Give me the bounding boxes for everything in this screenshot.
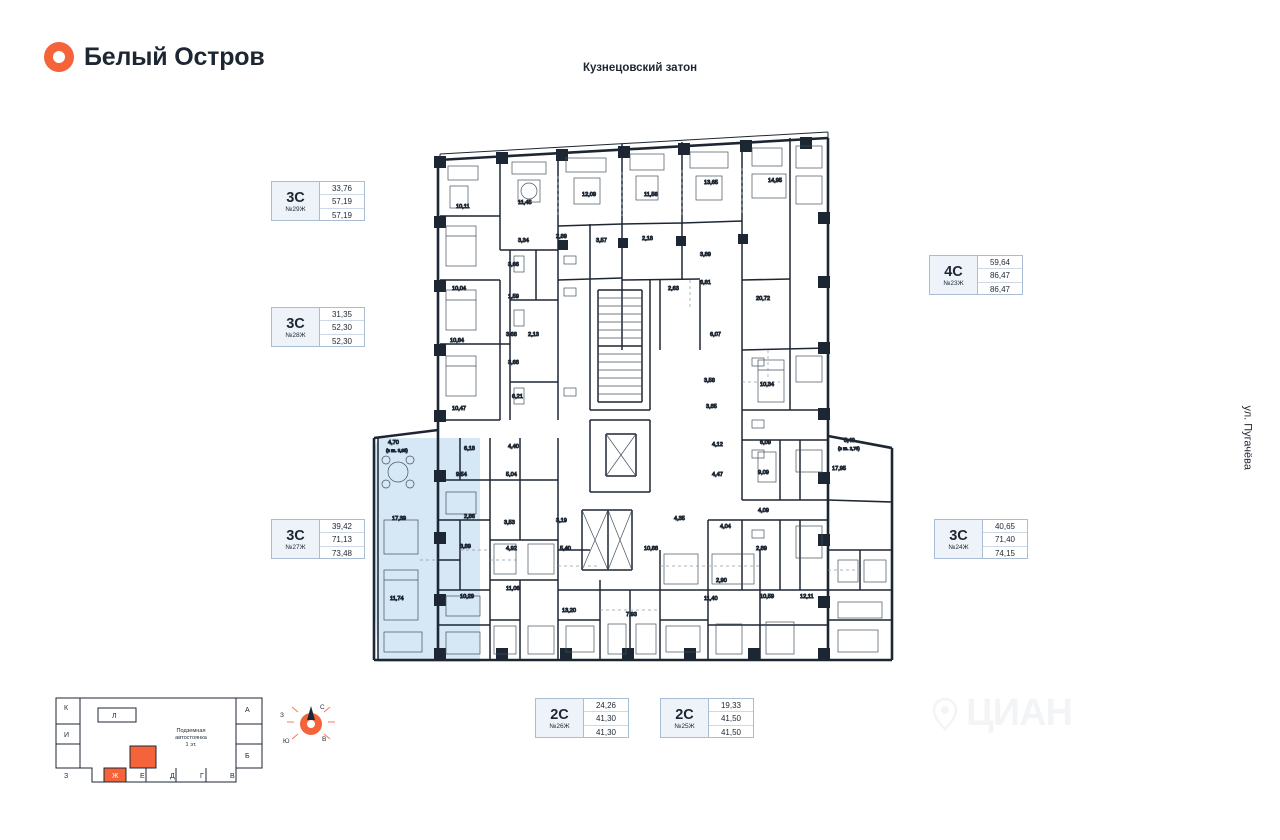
flat-badge-areas — [320, 182, 364, 220]
flat-badge-28[interactable] — [271, 307, 365, 347]
flat-type: 3С — [286, 189, 305, 206]
keyplan-active-marker — [130, 746, 156, 768]
svg-text:2,90: 2,90 — [716, 578, 727, 584]
compass-svg — [280, 700, 342, 762]
flat-badge-23[interactable] — [929, 255, 1023, 295]
svg-text:11,74: 11,74 — [390, 596, 404, 602]
svg-text:14,95: 14,95 — [768, 178, 782, 184]
svg-text:4,04: 4,04 — [720, 524, 731, 530]
flat-area-with-balcony: 74,15 — [994, 548, 1016, 558]
keyplan-section-E: Е — [140, 773, 145, 780]
flat-badge-type-block — [935, 520, 983, 558]
flat-number: №25Ж — [674, 722, 695, 730]
svg-text:5,49: 5,49 — [844, 438, 855, 444]
svg-text:17,95: 17,95 — [832, 466, 846, 472]
svg-text:11,40: 11,40 — [704, 596, 718, 602]
svg-text:11,45: 11,45 — [518, 200, 532, 206]
watermark-text: ЦИАН — [966, 692, 1072, 734]
flat-area-with-balcony: 86,47 — [989, 284, 1011, 294]
svg-text:10,84: 10,84 — [450, 338, 464, 344]
svg-text:13,65: 13,65 — [704, 180, 718, 186]
flat-badge-type-block — [272, 520, 320, 558]
svg-text:6,21: 6,21 — [512, 394, 523, 400]
flat-area-with-balcony: 73,48 — [331, 548, 353, 558]
svg-text:12,11: 12,11 — [800, 594, 814, 600]
svg-text:4,70: 4,70 — [388, 440, 399, 446]
flat-type: 4С — [944, 263, 963, 280]
flat-badge-26[interactable] — [535, 698, 629, 738]
svg-text:9,54: 9,54 — [456, 472, 467, 478]
flat-area-living: 39,42 — [320, 520, 364, 533]
svg-text:10,59: 10,59 — [760, 594, 774, 600]
svg-text:3,53: 3,53 — [504, 520, 515, 526]
brand-name: Белый Остров — [84, 42, 265, 71]
svg-text:4,40: 4,40 — [508, 444, 519, 450]
svg-text:4,12: 4,12 — [712, 442, 723, 448]
flat-area-total: 41,50 — [709, 712, 753, 725]
svg-text:(в кв. 2,75): (в кв. 2,75) — [838, 446, 860, 451]
flat-badge-areas — [320, 520, 364, 558]
flat-badge-areas — [978, 256, 1022, 294]
flat-type: 2С — [550, 706, 569, 723]
flat-badge-areas — [584, 699, 628, 737]
keyplan-section-L: Л — [112, 713, 117, 720]
svg-text:2,18: 2,18 — [642, 236, 653, 242]
flat-number: №27Ж — [285, 543, 306, 551]
svg-text:6,09: 6,09 — [760, 440, 771, 446]
svg-text:3,58: 3,58 — [704, 378, 715, 384]
svg-text:3,89: 3,89 — [460, 544, 471, 550]
flat-type: 3С — [949, 527, 968, 544]
keyplan-section-D: Д — [170, 773, 175, 780]
flat-badge-type-block — [930, 256, 978, 294]
svg-text:20,72: 20,72 — [756, 296, 770, 302]
svg-text:2,13: 2,13 — [528, 332, 539, 338]
svg-text:4,47: 4,47 — [712, 472, 723, 478]
compass-label-east: В — [322, 736, 327, 743]
flat-badge-27[interactable] — [271, 519, 365, 559]
flat-number: №26Ж — [549, 722, 570, 730]
svg-text:6,18: 6,18 — [464, 446, 475, 452]
svg-text:12,09: 12,09 — [582, 192, 596, 198]
svg-text:10,11: 10,11 — [456, 204, 470, 210]
svg-text:3,57: 3,57 — [596, 238, 607, 244]
svg-text:4,09: 4,09 — [758, 508, 769, 514]
flat-badge-25[interactable] — [660, 698, 754, 738]
flat-badge-24[interactable] — [934, 519, 1028, 559]
watermark — [930, 692, 1072, 735]
svg-text:6,81: 6,81 — [700, 280, 711, 286]
svg-text:10,29: 10,29 — [460, 594, 474, 600]
flat-area-with-balcony: 41,30 — [595, 727, 617, 737]
flat-area-total: 71,13 — [320, 533, 364, 546]
flat-area-total: 71,40 — [983, 533, 1027, 546]
svg-text:2,63: 2,63 — [668, 286, 679, 292]
svg-text:13,20: 13,20 — [562, 608, 576, 614]
floor-plan[interactable] — [360, 120, 920, 680]
svg-text:9,09: 9,09 — [758, 470, 769, 476]
flat-area-living: 40,65 — [983, 520, 1027, 533]
svg-text:2,89: 2,89 — [556, 234, 567, 240]
flat-area-living: 31,35 — [320, 308, 364, 321]
svg-text:1,59: 1,59 — [508, 294, 519, 300]
flat-area-living: 19,33 — [709, 699, 753, 712]
flat-number: №29Ж — [285, 205, 306, 213]
flat-badge-areas — [320, 308, 364, 346]
flat-area-living: 59,64 — [978, 256, 1022, 269]
flat-number: №28Ж — [285, 331, 306, 339]
svg-text:11,06: 11,06 — [506, 586, 520, 592]
compass-label-west: З — [280, 712, 284, 719]
flat-badge-type-block — [272, 308, 320, 346]
flat-badge-areas — [709, 699, 753, 737]
svg-text:10,04: 10,04 — [452, 286, 466, 292]
flat-type: 3С — [286, 315, 305, 332]
svg-text:3,66: 3,66 — [508, 262, 519, 268]
floor-plan-svg — [360, 120, 920, 680]
cian-logo-icon — [930, 697, 960, 731]
flat-number: №23Ж — [943, 279, 964, 287]
keyplan-section-Z: З — [64, 773, 69, 780]
svg-text:11,56: 11,56 — [644, 192, 658, 198]
svg-text:3,34: 3,34 — [518, 238, 529, 244]
compass-label-south: Ю — [283, 738, 290, 745]
svg-text:10,34: 10,34 — [760, 382, 774, 388]
keyplan-section-K: К — [64, 705, 69, 712]
flat-area-with-balcony: 52,30 — [331, 336, 353, 346]
svg-text:3,89: 3,89 — [700, 252, 711, 258]
svg-text:4,92: 4,92 — [506, 546, 517, 552]
flat-area-total: 52,30 — [320, 321, 364, 334]
flat-area-with-balcony: 41,50 — [720, 727, 742, 737]
flat-badge-type-block — [272, 182, 320, 220]
street-label: ул. Пугачёва — [1242, 405, 1254, 470]
svg-text:2,86: 2,86 — [464, 514, 475, 520]
keyplan-section-A: А — [245, 707, 250, 714]
page-title: Кузнецовский затон — [582, 62, 698, 74]
keyplan-section-B: Б — [245, 753, 250, 760]
flat-area-total: 86,47 — [978, 269, 1022, 282]
keyplan-caption: Подземная автостоянка 1 эт. — [175, 728, 207, 748]
flat-type: 3С — [286, 527, 305, 544]
keyplan-section-G: Г — [200, 773, 204, 780]
svg-text:7,93: 7,93 — [626, 612, 637, 618]
compass-label-north: С — [320, 704, 325, 711]
compass — [280, 700, 342, 762]
svg-text:17,39: 17,39 — [392, 516, 406, 522]
svg-text:10,88: 10,88 — [644, 546, 658, 552]
keyplan-section-ZH: Ж — [112, 773, 119, 780]
svg-text:5,40: 5,40 — [560, 546, 571, 552]
flat-type: 2С — [675, 706, 694, 723]
flat-area-total: 41,30 — [584, 712, 628, 725]
svg-text:10,47: 10,47 — [452, 406, 466, 412]
svg-text:4,35: 4,35 — [674, 516, 685, 522]
svg-text:3,85: 3,85 — [706, 404, 717, 410]
svg-text:3,68: 3,68 — [506, 332, 517, 338]
compass-needle — [307, 706, 315, 720]
keyplan-section-V: В — [230, 773, 235, 780]
svg-text:5,04: 5,04 — [506, 472, 517, 478]
svg-text:2,89: 2,89 — [756, 546, 767, 552]
flat-badge-type-block — [661, 699, 709, 737]
flat-area-living: 33,76 — [320, 182, 364, 195]
flat-area-total: 57,19 — [320, 195, 364, 208]
svg-text:6,07: 6,07 — [710, 332, 721, 338]
svg-text:(в кв. 3,95): (в кв. 3,95) — [386, 448, 408, 453]
flat-number: №24Ж — [948, 543, 969, 551]
flat-area-living: 24,26 — [584, 699, 628, 712]
keyplan-section-I: И — [64, 732, 70, 739]
flat-badge-29[interactable] — [271, 181, 365, 221]
svg-text:3,19: 3,19 — [556, 518, 567, 524]
flat-badge-type-block — [536, 699, 584, 737]
zone-dividers — [420, 168, 860, 610]
flat-badge-areas — [983, 520, 1027, 558]
building-keyplan[interactable] — [46, 694, 272, 794]
svg-text:3,68: 3,68 — [508, 360, 519, 366]
flat-area-with-balcony: 57,19 — [331, 210, 353, 220]
